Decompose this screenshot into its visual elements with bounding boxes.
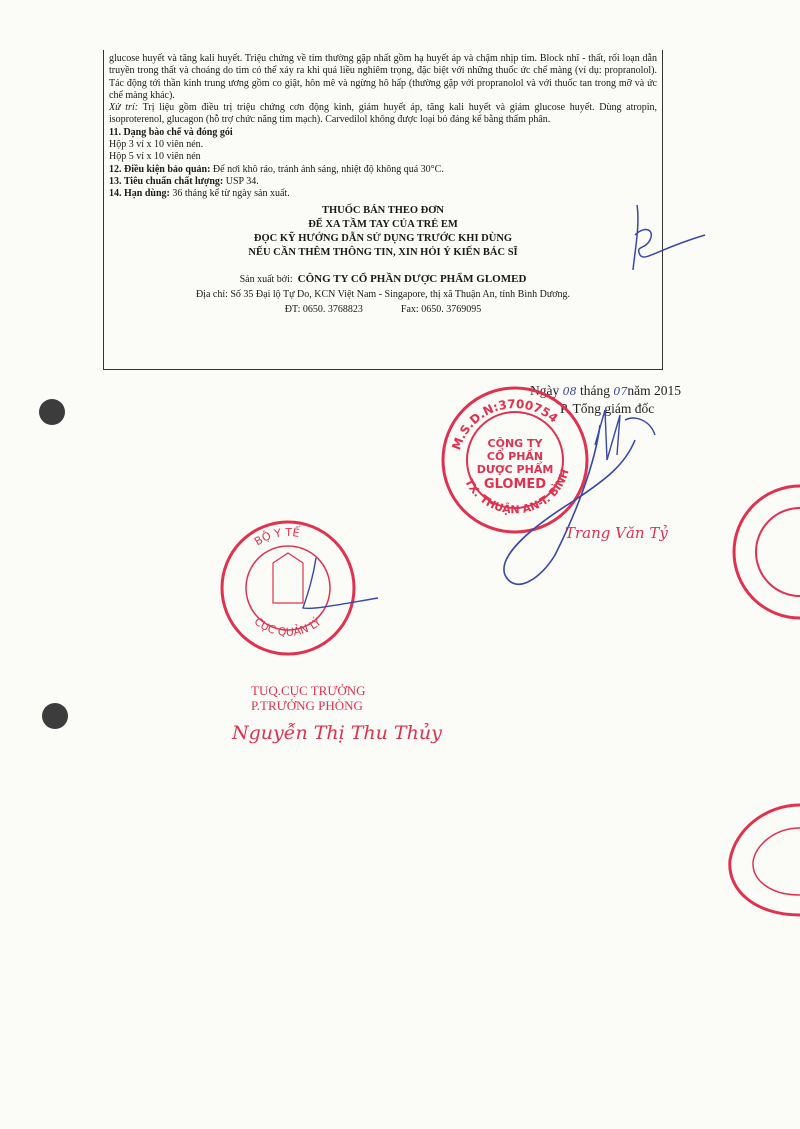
date-month: 07 [613, 385, 628, 398]
section-12: 12. Điều kiện bảo quản: Để nơi khô ráo, tránh ánh sáng, nhiệt độ không quá 30°C. [109, 163, 444, 175]
ministry-title-2: P.TRƯỞNG PHÒNG [251, 698, 363, 713]
overdose-paragraph: glucose huyết và tăng kali huyết. Triệu chứng về tim thường gặp nhất gồm hạ huyết áp và chậm nhịp tim. Block nhĩ - thất, rối loạn dẫn truyền trong thất và choáng do tim có thể xảy ra khi quá liều nghiêm trọng, đặc biệt với những thuốc ức chế màng (ví dụ: propranolol). Tác động tới thần kinh trung ương gồm co giật, hôn mê và ngừng hô hấp (thường gặp với propranolol và với thuốc tan trong mỡ và ức chế màng khác). [109, 53, 657, 101]
pack-option-2: Hộp 5 vỉ x 10 viên nén [109, 151, 201, 163]
warnings-block [109, 204, 657, 260]
manufacturer-address: Địa chỉ: Số 35 Đại lộ Tự Do, KCN Việt Nam - Singapore, thị xã Thuận An, tỉnh Bình Dương. [195, 288, 571, 300]
ministry-title-1: TUQ.CỤC TRƯỞNG [251, 683, 366, 698]
warning-line: NẾU CẦN THÊM THÔNG TIN, XIN HỎI Ý KIẾN BÁC SĨ [248, 246, 518, 258]
warning-line: ĐỂ XA TẦM TAY CỦA TRẺ EM [308, 218, 458, 230]
stamp-bottom-text: TX. THUẬN AN-T. BÌNH DƯƠNG [435, 375, 572, 517]
stamp-line-3: DƯỢC PHẨM [476, 463, 554, 476]
svg-text:CỤC QUẢN LÝ [252, 615, 324, 639]
manufacturer-block [109, 272, 657, 317]
document-body [109, 53, 657, 317]
punch-hole-top [39, 399, 65, 425]
date-day: 08 [562, 385, 577, 398]
signer-title: P. Tổng giám đốc [560, 401, 655, 416]
stamp-line-1: CÔNG TY [487, 437, 543, 450]
stamp-outer-text: M.S.D.N:3700754 [449, 396, 561, 452]
stamp-line-2: CỔ PHẦN [486, 450, 544, 463]
section-14: 14. Hạn dùng: 36 tháng kể từ ngày sản xuất. [109, 188, 290, 200]
director-signature [495, 405, 675, 605]
punch-hole-bottom [42, 703, 68, 729]
treatment-text: Trị liệu gồm điều trị triệu chứng cơn động kinh, giảm huyết áp, tăng kali huyết và giảm glucose huyết. Dùng atropin, isoproterenol, glucagon (hỗ trợ chức năng tim mạch). Carvedilol không được loại bỏ đáng kể bằng thẩm phân. [109, 102, 657, 126]
stamp-line-4: GLOMED [483, 477, 547, 492]
warning-line: ĐỌC KỸ HƯỚNG DẪN SỬ DỤNG TRƯỚC KHI DÙNG [253, 232, 513, 244]
ministry-stamp-top: BỘ Y TẾ [252, 525, 301, 549]
approval-date: Ngày 08 tháng 07năm 2015 [530, 383, 681, 398]
warning-line: THUỐC BÁN THEO ĐƠN [321, 204, 445, 216]
section-11-title: 11. Dạng bào chế và đóng gói [109, 126, 233, 138]
manufacturer-fax: Fax: 0650. 3769095 [400, 303, 482, 315]
treatment-paragraph [109, 102, 657, 127]
ministry-signer-name: Nguyễn Thị Thu Thủy [232, 722, 442, 744]
pack-option-1: Hộp 3 vỉ x 10 viên nén. [109, 139, 204, 151]
treatment-label: Xử trí: [109, 102, 139, 114]
manufacturer-label: Sản xuất bởi: [239, 273, 293, 285]
manufacturer-name: CÔNG TY CỔ PHẦN DƯỢC PHẨM GLOMED [297, 272, 527, 285]
section-13: 13. Tiêu chuẩn chất lượng: USP 34. [109, 175, 259, 187]
manufacturer-phone: ĐT: 0650. 3768823 [284, 303, 363, 315]
company-signer-name: Trang Văn Tỷ [565, 524, 668, 542]
ministry-stamp-bottom: CỤC QUẢN LÝ [251, 614, 324, 639]
partial-stamp-right [730, 480, 800, 630]
partial-stamp-lower-right [705, 800, 800, 920]
ministry-stamp [218, 518, 358, 658]
pen-mark-top [625, 200, 715, 280]
